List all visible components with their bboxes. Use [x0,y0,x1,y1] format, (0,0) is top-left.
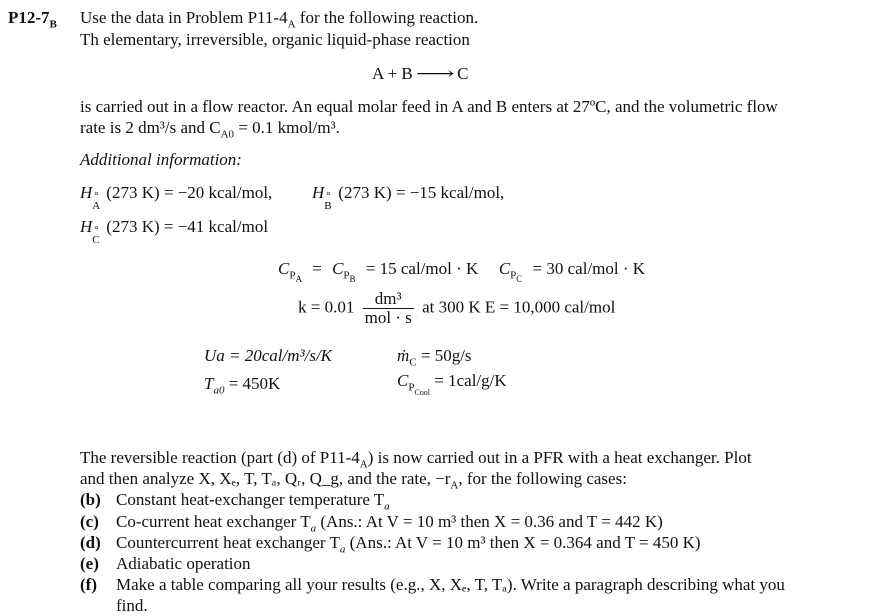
problem-line-1-sub: A [287,18,296,31]
coolant-cp-subsub: Cool [414,388,431,398]
rate-constant-denominator: mol · s [364,308,412,327]
question-line-2 [80,469,627,492]
description-line-1: is carried out in a flow reactor. An equal molar feed in A and B enters at 27ºC, and the volumetric flow [80,97,778,116]
problem-line-1-tail: for the following reaction. [295,8,479,27]
question-line-1-text: The reversible reaction (part (d) of P11-4 [80,448,360,467]
reaction-rhs: C [457,64,469,83]
question-line-1 [80,448,752,471]
coolant-flow-value: = 50g/s [416,346,472,365]
problem-line-2: Th elementary, irreversible, organic liquid-phase reaction [80,30,470,49]
part-b-text: Constant heat-exchanger temperature T [116,490,385,509]
inlet-coolant-temp-sub: a0 [213,384,225,397]
part-d-label: (d) [80,533,101,552]
part-f-label: (f) [80,575,97,594]
part-d-tail: (Ans.: At V = 10 m³ then X = 0.364 and T = 450 K) [345,533,701,552]
cp-a-sub: P [289,269,296,282]
enthalpy-b-symbol: H [312,183,325,202]
part-c-label: (c) [80,512,99,531]
coolant-flow-sub: C [409,356,417,369]
part-f-text: Make a table comparing all your results (e.g., X, Xₑ, T, Tₐ). Write a paragraph describing what you [116,575,785,594]
enthalpy-b: H ° B (273 K) = −15 kcal/mol, [312,183,505,212]
ua-value: Ua = 20cal/m³/s/K [204,346,333,365]
part-c-tail: (Ans.: At V = 10 m³ then X = 0.36 and T = 442 K) [316,512,663,531]
question-line-2-tail: , for the following cases: [458,469,627,488]
description-line-2 [80,118,340,141]
coolant-cp-symbol: C [397,371,409,390]
part-d-text: Countercurrent heat exchanger T [116,533,340,552]
reaction-arrow: ⟶ [415,64,455,83]
enthalpy-c-value: (273 K) = −41 kcal/mol [106,217,269,236]
description-line-2-tail: = 0.1 kmol/m³. [234,118,340,137]
inlet-coolant-temp [204,374,281,397]
enthalpy-b-value: (273 K) = −15 kcal/mol, [338,183,505,202]
rate-constant-fraction [363,290,414,327]
enthalpy-a-symbol: H [80,183,93,202]
question-line-1-tail: ) is now carried out in a PFR with a heat exchanger. Plot [367,448,752,467]
inlet-coolant-temp-symbol: T [204,374,214,393]
part-d [80,533,701,556]
reaction-equation [372,64,468,84]
part-f-line-2: find. [116,596,148,615]
part-b-label: (b) [80,490,101,509]
enthalpy-a: H ° A (273 K) = −20 kcal/mol, [80,183,273,212]
coolant-heat-capacity [397,371,507,398]
rate-constant-numerator: dm³ [363,290,414,309]
description-line-2-text: rate is 2 dm³/s and C [80,118,221,137]
cp-c-symbol: C [498,259,511,278]
coolant-cp-value: = 1cal/g/K [430,371,507,390]
cp-b-sub: P [343,269,350,282]
heat-capacity-line: $C_{PA} = C_{PB} = 15$ cal/mol · K $C_{PC} = 30$ cal/mol · K [278,259,646,285]
cp-c-value: = 30 cal/mol · K [532,259,646,278]
cp-c-sub: P [510,269,517,282]
additional-info-heading: Additional information: [80,150,242,169]
enthalpy-c-symbol: H [80,217,93,236]
coolant-flow [397,346,472,369]
part-c [80,512,663,535]
inlet-coolant-temp-value: = 450K [224,374,281,393]
rate-constant-line [298,290,615,327]
part-c-text: Co-current heat exchanger T [116,512,311,531]
question-line-2-text: and then analyze X, Xₑ, T, Tₐ, Qᵣ, Q_g, and the rate, −r [80,469,451,488]
cp-c-subsub: C [516,274,523,285]
question-line-2-sub: A [450,479,459,492]
part-e [80,554,251,574]
enthalpy-a-value: (273 K) = −20 kcal/mol, [106,183,273,202]
description-line-2-sub: A0 [220,128,235,141]
cp-a-subsub: A [295,274,302,285]
part-c-sub: a [310,522,317,535]
reaction-lhs: A + B [372,64,413,83]
problem-number-main: P12-7 [8,8,50,27]
problem-number-sub: B [49,18,57,31]
part-f [80,575,785,595]
problem-line-1 [80,8,479,31]
cp-b-symbol: C [332,259,344,278]
coolant-cp-sub: P [408,381,415,394]
cp-b-subsub: B [349,274,356,285]
part-b-sub: a [384,500,390,513]
problem-number [8,8,57,31]
rate-constant-lhs: k = 0.01 [298,297,355,317]
enthalpy-c: H ° C (273 K) = −41 kcal/mol [80,217,269,246]
part-e-text: Adiabatic operation [116,554,251,573]
question-line-1-sub: A [359,458,368,471]
part-b [80,490,390,513]
part-e-label: (e) [80,554,99,573]
cp-ab-value: = 15 cal/mol · K [365,259,479,278]
part-d-sub: a [339,543,346,556]
problem-line-1-text: Use the data in Problem P11-4 [80,8,288,27]
coolant-flow-symbol: ṁ [397,346,410,365]
rate-constant-rhs: at 300 K E = 10,000 cal/mol [422,297,616,317]
cp-a-symbol: C [278,259,290,278]
